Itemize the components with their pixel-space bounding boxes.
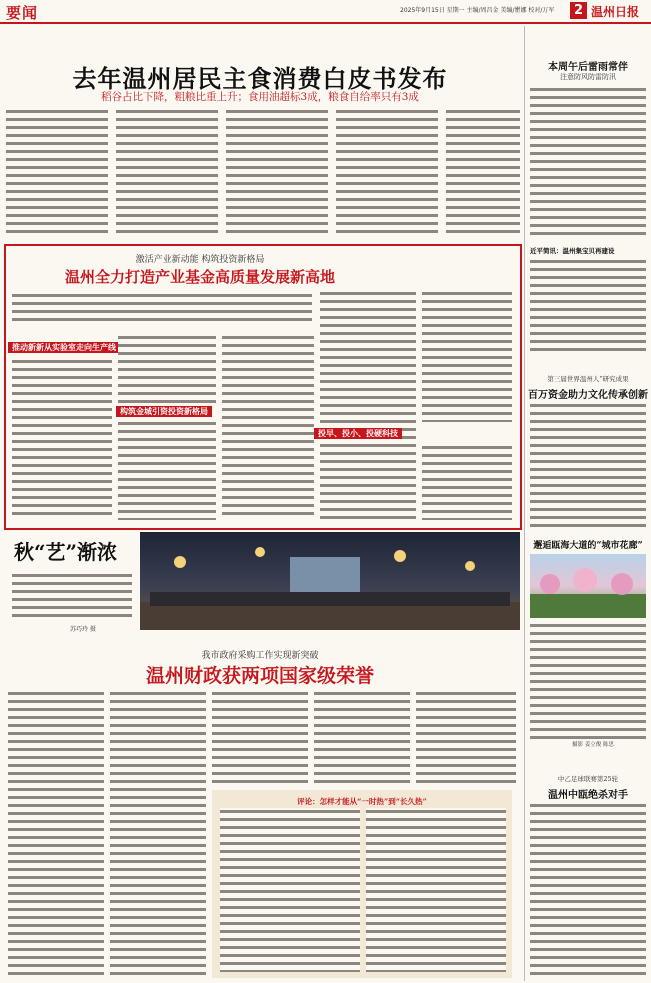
gov-column-4 bbox=[314, 690, 410, 786]
gov-column-1 bbox=[8, 690, 104, 978]
fund-subhead-1: 推动新新从实验室走向生产线 bbox=[8, 342, 120, 353]
gov-column-5 bbox=[416, 690, 516, 786]
flower-photo-scene bbox=[530, 554, 646, 618]
lead-subhead: 稻谷占比下降，粗粮比重上升；食用油超标3成，粮食自给率只有3成 bbox=[101, 91, 419, 103]
fund-column-1 bbox=[12, 358, 112, 520]
lead-column-4 bbox=[336, 108, 438, 238]
flower-photo-credit: 摄影 姜立俊 陈思 bbox=[572, 742, 614, 748]
comment-title[interactable]: 评论：怎样才能从“一时热”到“长久热” bbox=[297, 797, 427, 806]
header-rule bbox=[0, 22, 651, 24]
lead-column-5 bbox=[446, 108, 520, 238]
autumn-caption bbox=[12, 572, 132, 620]
lead-column-1 bbox=[6, 108, 108, 238]
research-kicker: 第三届世界温州人”研究成果 bbox=[547, 375, 629, 383]
fund-kicker: 激活产业新动能 构筑投资新格局 bbox=[135, 255, 265, 265]
fund-column-2b bbox=[118, 420, 216, 520]
chess-kicker: 中乙足球联赛第25轮 bbox=[557, 775, 619, 783]
gov-column-3 bbox=[212, 690, 308, 786]
newspaper-brand: 温州日报 bbox=[591, 5, 640, 19]
right-column-rule bbox=[524, 26, 525, 981]
lead-headline[interactable]: 去年温州居民主食消费白皮书发布 bbox=[72, 64, 448, 93]
chess-body bbox=[530, 802, 646, 978]
chess-title[interactable]: 温州中瓯绝杀对手 bbox=[548, 790, 628, 801]
gov-column-2 bbox=[110, 690, 206, 978]
autumn-photo-scene bbox=[140, 532, 520, 630]
fund-subhead-3: 投早、投小、投硬科技 bbox=[314, 428, 402, 439]
flower-title[interactable]: 邂逅瓯海大道的“城市花廊” bbox=[533, 541, 643, 551]
fund-column-5b bbox=[422, 444, 512, 520]
research-title[interactable]: 百万资金助力文化传承创新 bbox=[528, 390, 648, 401]
lead-column-2 bbox=[116, 108, 218, 238]
page-number: 2 bbox=[570, 2, 587, 19]
comment-column-2 bbox=[366, 808, 506, 972]
autumn-headline[interactable]: 秋“艺”渐浓 bbox=[14, 540, 118, 564]
fund-column-2a bbox=[118, 334, 216, 404]
fund-column-4 bbox=[320, 290, 416, 520]
fund-subhead-2: 构筑金城引资投资新格局 bbox=[116, 406, 212, 417]
brief-title[interactable]: 近平简讯：温州集宝贝再建设 bbox=[530, 247, 615, 255]
section-label: 要闻 bbox=[6, 4, 39, 22]
fund-intro bbox=[12, 292, 312, 326]
autumn-photo[interactable] bbox=[140, 532, 520, 630]
weather-title[interactable]: 本周午后雷雨常伴 bbox=[548, 62, 628, 73]
fund-column-3 bbox=[222, 334, 314, 520]
brief-body bbox=[530, 258, 646, 356]
research-body bbox=[530, 402, 646, 528]
fund-column-5a bbox=[422, 290, 512, 422]
gov-kicker: 我市政府采购工作实现新突破 bbox=[201, 651, 319, 661]
comment-column-1 bbox=[220, 808, 360, 972]
flower-photo[interactable] bbox=[530, 554, 646, 618]
date-line: 2025年9月15日 星期一 主编/周昌金 美编/瞿娜 校对/万军 bbox=[400, 7, 555, 14]
autumn-photo-credit: 苏巧玲 摄 bbox=[70, 626, 96, 633]
gov-headline[interactable]: 温州财政获两项国家级荣誉 bbox=[145, 665, 374, 687]
weather-body bbox=[530, 86, 646, 236]
flower-caption bbox=[530, 622, 646, 740]
lead-column-3 bbox=[226, 108, 328, 238]
weather-subtitle: 注意防风防雷防汛 bbox=[560, 73, 616, 81]
fund-headline[interactable]: 温州全力打造产业基金高质量发展新高地 bbox=[64, 268, 335, 286]
